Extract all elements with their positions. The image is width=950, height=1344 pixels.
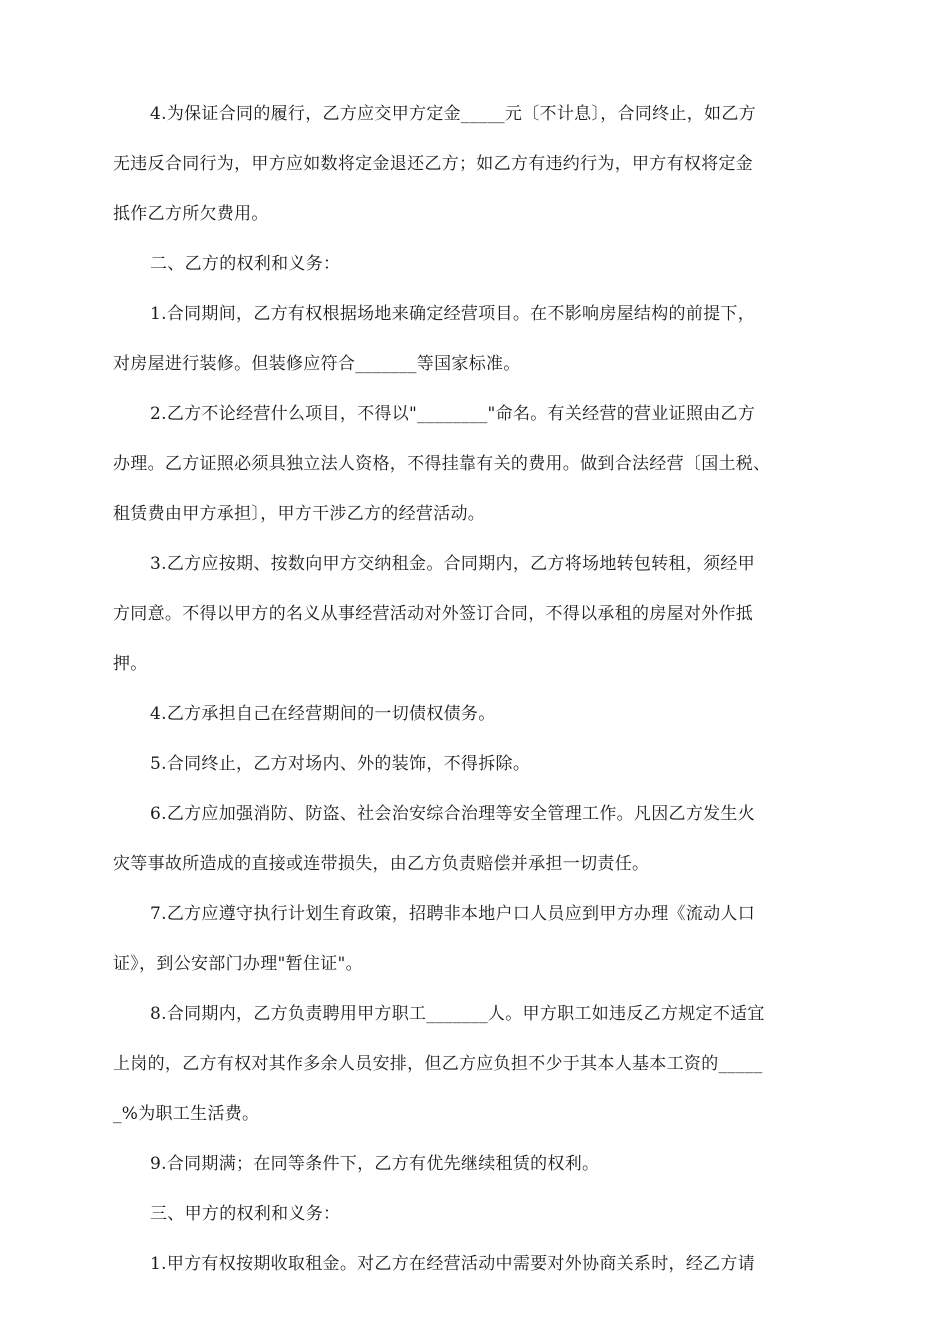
paragraph-line: 租赁费由甲方承担〕，甲方干涉乙方的经营活动。: [113, 504, 486, 524]
paragraph-line: 2.乙方不论经营什么项目，不得以"________"命名。有关经营的营业证照由乙方: [150, 404, 756, 424]
paragraph-line: 6.乙方应加强消防、防盗、社会治安综合治理等安全管理工作。凡因乙方发生火: [150, 804, 756, 824]
paragraph-line: 方同意。不得以甲方的名义从事经营活动对外签订合同，不得以承租的房屋对外作抵: [113, 604, 754, 624]
paragraph-line: 灾等事故所造成的直接或连带损失，由乙方负责赔偿并承担一切责任。: [113, 854, 650, 874]
paragraph-line: 办理。乙方证照必须具独立法人资格，不得挂靠有关的费用。做到合法经营〔国土税、: [113, 454, 771, 474]
paragraph-line: 证》，到公安部门办理"暂住证"。: [113, 954, 363, 974]
section-heading: 三、甲方的权利和义务：: [150, 1204, 341, 1224]
paragraph-line: 9.合同期满；在同等条件下，乙方有优先继续租赁的权利。: [150, 1154, 600, 1174]
paragraph-line: 8.合同期内，乙方负责聘用甲方职工_______人。甲方职工如违反乙方规定不适宜: [150, 1004, 765, 1024]
paragraph-line: 5.合同终止，乙方对场内、外的装饰，不得拆除。: [150, 754, 531, 774]
paragraph-line: 抵作乙方所欠费用。: [113, 204, 269, 224]
paragraph-line: 4.乙方承担自己在经营期间的一切债权债务。: [150, 704, 496, 724]
paragraph-line: 1.合同期间，乙方有权根据场地来确定经营项目。在不影响房屋结构的前提下，: [150, 304, 756, 324]
paragraph-line: 对房屋进行装修。但装修应符合_______等国家标准。: [113, 354, 521, 374]
paragraph-line: 上岗的，乙方有权对其作多余人员安排，但乙方应负担不少于其本人基本工资的_____: [113, 1054, 763, 1074]
paragraph-line: 3.乙方应按期、按数向甲方交纳租金。合同期内，乙方将场地转包转租，须经甲: [150, 554, 756, 574]
paragraph-line: 押。: [113, 654, 148, 674]
paragraph-line: 4.为保证合同的履行，乙方应交甲方定金_____元〔不计息〕，合同终止，如乙方: [150, 104, 756, 124]
paragraph-line: _%为职工生活费。: [113, 1104, 260, 1124]
paragraph-line: 7.乙方应遵守执行计划生育政策，招聘非本地户口人员应到甲方办理《流动人口: [150, 904, 756, 924]
paragraph-line: 1.甲方有权按期收取租金。对乙方在经营活动中需要对外协商关系时，经乙方请: [150, 1254, 756, 1274]
paragraph-line: 无违反合同行为，甲方应如数将定金退还乙方；如乙方有违约行为，甲方有权将定金: [113, 154, 754, 174]
section-heading: 二、乙方的权利和义务：: [150, 254, 341, 274]
